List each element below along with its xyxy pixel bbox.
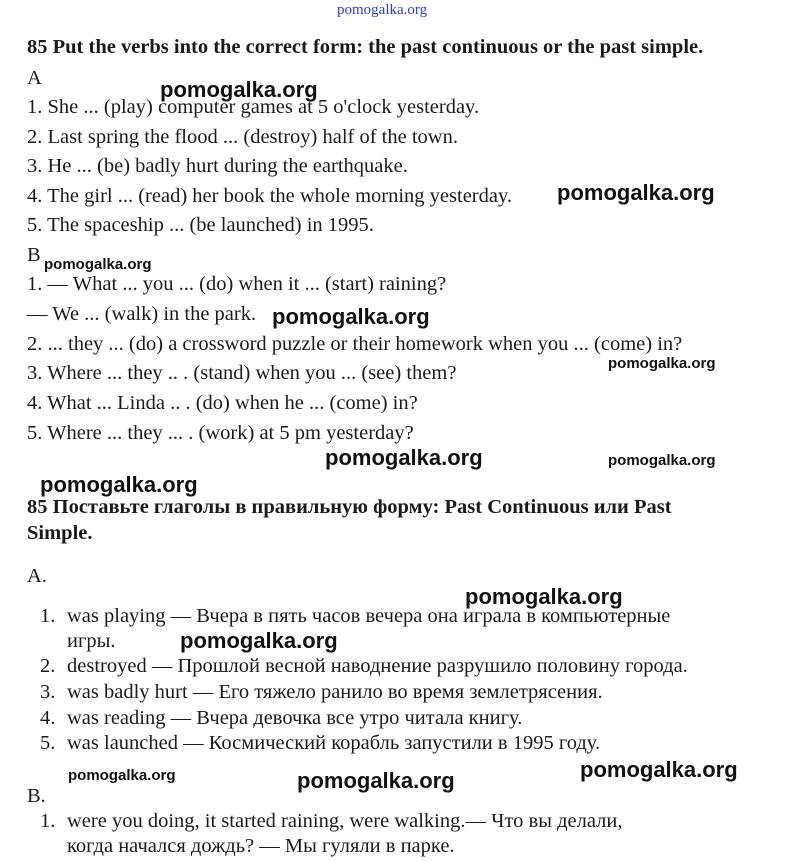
exercise-item-a1: 1. She ... (play) computer games at 5 o'clock yesterday.: [27, 96, 480, 118]
exercise-item-a5: 5. The spaceship ... (be launched) in 1995.: [27, 214, 374, 236]
watermark: pomogalka.org: [160, 77, 318, 102]
exercise-item-b3: 3. Where ... they .. . (stand) when you ... (see) them?: [27, 362, 457, 384]
answer-number-a4: 4.: [40, 707, 56, 729]
answer-item-a2: destroyed — Прошлой весной наводнение разрушило половину города.: [67, 655, 688, 677]
answer-number-a5: 5.: [40, 732, 56, 754]
watermark: pomogalka.org: [465, 584, 623, 609]
watermark: pomogalka.org: [44, 256, 152, 273]
answer-number-a3: 3.: [40, 681, 56, 703]
task-heading-ru-line2: Simple.: [27, 522, 93, 544]
exercise-item-b4: 4. What ... Linda .. . (do) when he ... (come) in?: [27, 392, 418, 414]
exercise-item-b1-reply: — We ... (walk) in the park.: [27, 303, 257, 325]
exercise-item-b2: 2. ... they ... (do) a crossword puzzle or their homework when you ... (come) in?: [27, 333, 683, 355]
watermark: pomogalka.org: [180, 628, 338, 653]
answer-item-a5: was launched — Космический корабль запустили в 1995 году.: [67, 732, 601, 754]
answer-item-b1: were you doing, it started raining, were walking.— Что вы делали,: [67, 810, 623, 832]
watermark: pomogalka.org: [608, 355, 716, 372]
exercise-item-a2: 2. Last spring the flood ... (destroy) half of the town.: [27, 126, 458, 148]
answer-number-a1: 1.: [40, 605, 56, 627]
part-b-label-en: B: [27, 244, 41, 266]
part-b-label-ru: B.: [27, 785, 46, 807]
watermark: pomogalka.org: [608, 452, 716, 469]
answer-item-a1: was playing — Вчера в пять часов вечера она играла в компьютерные: [67, 605, 671, 627]
exercise-item-b5: 5. Where ... they ... . (work) at 5 pm yesterday?: [27, 422, 414, 444]
exercise-item-a3: 3. He ... (be) badly hurt during the earthquake.: [27, 155, 408, 177]
watermark: pomogalka.org: [557, 180, 715, 205]
site-header-link[interactable]: pomogalka.org: [337, 2, 428, 18]
task-heading-en: 85 Put the verbs into the correct form: the past continuous or the past simple.: [27, 36, 704, 58]
answer-item-a4: was reading — Вчера девочка все утро читала книгу.: [67, 707, 523, 729]
part-a-label-ru: A.: [27, 565, 47, 587]
watermark: pomogalka.org: [580, 757, 738, 782]
watermark: pomogalka.org: [40, 472, 198, 497]
answer-item-a3: was badly hurt — Его тяжело ранило во время землетрясения.: [67, 681, 603, 703]
exercise-item-b1: 1. — What ... you ... (do) when it ... (start) raining?: [27, 273, 447, 295]
exercise-item-a4: 4. The girl ... (read) her book the whole morning yesterday.: [27, 185, 513, 207]
answer-item-b1-cont: когда начался дождь? — Мы гуляли в парке.: [67, 835, 455, 857]
answer-number-b1: 1.: [40, 810, 56, 832]
task-heading-ru: 85 Поставьте глаголы в правильную форму: Past Continuous или Past: [27, 496, 672, 518]
answer-item-a1-cont: игры.: [67, 630, 116, 652]
watermark: pomogalka.org: [272, 304, 430, 329]
watermark: pomogalka.org: [68, 767, 176, 784]
answer-number-a2: 2.: [40, 655, 56, 677]
watermark: pomogalka.org: [325, 445, 483, 470]
part-a-label-en: A: [27, 67, 42, 89]
watermark: pomogalka.org: [297, 768, 455, 793]
